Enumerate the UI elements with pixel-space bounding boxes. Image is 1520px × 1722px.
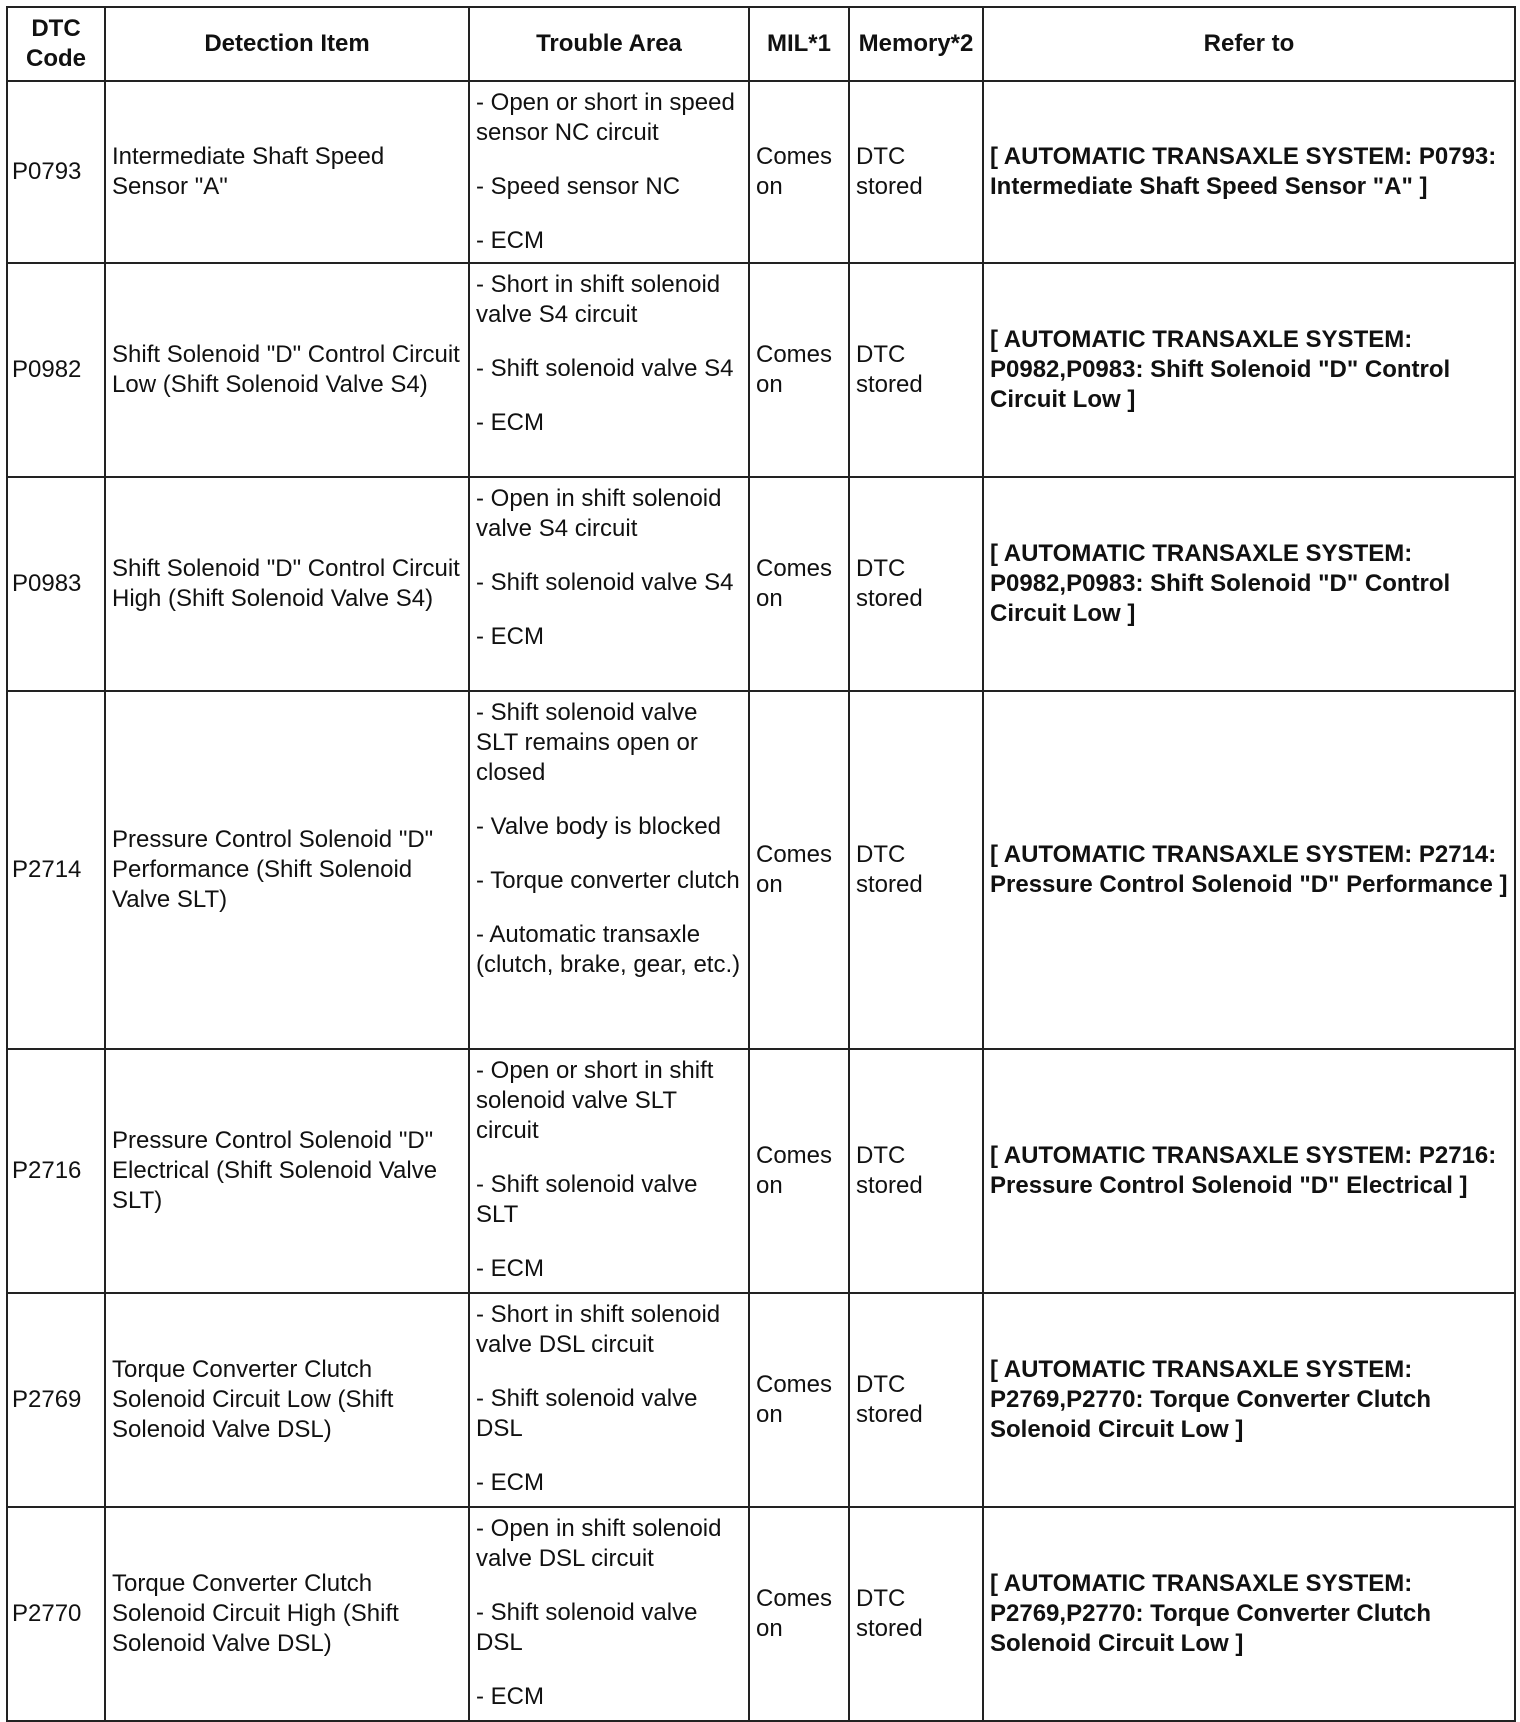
mil-cell: Comes on — [749, 263, 849, 477]
detection-item-cell: Pressure Control Solenoid "D" Performance (Shift Solenoid Valve SLT) — [105, 691, 469, 1049]
memory-cell: DTC stored — [849, 263, 983, 477]
memory-cell: DTC stored — [849, 1049, 983, 1293]
memory-cell: DTC stored — [849, 691, 983, 1049]
trouble-item: - Shift solenoid valve DSL — [476, 1599, 698, 1656]
trouble-area-cell — [469, 1293, 749, 1507]
dtc-code-cell: P2716 — [7, 1049, 105, 1293]
dtc-code-cell: P2770 — [7, 1507, 105, 1721]
trouble-item: - Torque converter clutch — [476, 867, 740, 894]
trouble-area-cell — [469, 1049, 749, 1293]
header-refer-to: Refer to — [983, 7, 1515, 81]
trouble-item: - Shift solenoid valve DSL — [476, 1385, 698, 1442]
memory-cell: DTC stored — [849, 477, 983, 691]
header-trouble-area: Trouble Area — [469, 7, 749, 81]
mil-cell: Comes on — [749, 691, 849, 1049]
trouble-item: - Shift solenoid valve SLT — [476, 1171, 698, 1228]
memory-cell: DTC stored — [849, 81, 983, 263]
trouble-item: - ECM — [476, 227, 544, 254]
dtc-code-cell: P0983 — [7, 477, 105, 691]
table-row — [7, 263, 1515, 477]
table-row — [7, 81, 1515, 263]
header-detection-item: Detection Item — [105, 7, 469, 81]
header-mil: MIL*1 — [749, 7, 849, 81]
detection-item-cell: Torque Converter Clutch Solenoid Circuit Low (Shift Solenoid Valve DSL) — [105, 1293, 469, 1507]
trouble-item: - ECM — [476, 1255, 544, 1282]
trouble-area-cell — [469, 477, 749, 691]
table-row — [7, 691, 1515, 1049]
detection-item-cell: Torque Converter Clutch Solenoid Circuit High (Shift Solenoid Valve DSL) — [105, 1507, 469, 1721]
memory-cell: DTC stored — [849, 1507, 983, 1721]
refer-to-link[interactable]: [ AUTOMATIC TRANSAXLE SYSTEM: P0982,P0983: Shift Solenoid "D" Control Circuit Low ] — [983, 477, 1515, 691]
table-row — [7, 1049, 1515, 1293]
table-row — [7, 1293, 1515, 1507]
trouble-item: - Speed sensor NC — [476, 173, 681, 200]
trouble-area-cell — [469, 81, 749, 263]
refer-to-link[interactable]: [ AUTOMATIC TRANSAXLE SYSTEM: P2714: Pressure Control Solenoid "D" Performance ] — [983, 691, 1515, 1049]
trouble-item: - Open or short in shift solenoid valve SLT circuit — [476, 1057, 714, 1144]
trouble-item: - ECM — [476, 623, 544, 650]
trouble-item: - Open in shift solenoid valve DSL circuit — [476, 1515, 722, 1572]
header-dtc-code: DTC Code — [7, 7, 105, 81]
memory-cell: DTC stored — [849, 1293, 983, 1507]
trouble-item: - Shift solenoid valve S4 — [476, 569, 734, 596]
trouble-item: - Short in shift solenoid valve DSL circuit — [476, 1301, 721, 1358]
dtc-code-cell: P0793 — [7, 81, 105, 263]
mil-cell: Comes on — [749, 1293, 849, 1507]
mil-cell: Comes on — [749, 1049, 849, 1293]
mil-cell: Comes on — [749, 1507, 849, 1721]
mil-cell: Comes on — [749, 81, 849, 263]
header-row — [7, 7, 1515, 81]
refer-to-link[interactable]: [ AUTOMATIC TRANSAXLE SYSTEM: P0982,P0983: Shift Solenoid "D" Control Circuit Low ] — [983, 263, 1515, 477]
trouble-item: - ECM — [476, 409, 544, 436]
dtc-code-cell: P2769 — [7, 1293, 105, 1507]
table-row — [7, 477, 1515, 691]
trouble-area-cell — [469, 691, 749, 1049]
trouble-item: - Shift solenoid valve SLT remains open or closed — [476, 699, 698, 786]
dtc-code-cell: P0982 — [7, 263, 105, 477]
refer-to-link[interactable]: [ AUTOMATIC TRANSAXLE SYSTEM: P2769,P2770: Torque Converter Clutch Solenoid Circuit Low ] — [983, 1507, 1515, 1721]
mil-cell: Comes on — [749, 477, 849, 691]
refer-to-link[interactable]: [ AUTOMATIC TRANSAXLE SYSTEM: P2716: Pressure Control Solenoid "D" Electrical ] — [983, 1049, 1515, 1293]
trouble-area-cell — [469, 263, 749, 477]
detection-item-cell: Pressure Control Solenoid "D" Electrical (Shift Solenoid Valve SLT) — [105, 1049, 469, 1293]
trouble-area-cell — [469, 1507, 749, 1721]
trouble-item: - ECM — [476, 1469, 544, 1496]
refer-to-link[interactable]: [ AUTOMATIC TRANSAXLE SYSTEM: P0793: Intermediate Shaft Speed Sensor "A" ] — [983, 81, 1515, 263]
refer-to-link[interactable]: [ AUTOMATIC TRANSAXLE SYSTEM: P2769,P2770: Torque Converter Clutch Solenoid Circuit Low ] — [983, 1293, 1515, 1507]
detection-item-cell: Intermediate Shaft Speed Sensor "A" — [105, 81, 469, 263]
trouble-item: - Short in shift solenoid valve S4 circuit — [476, 271, 721, 328]
trouble-item: - Open or short in speed sensor NC circuit — [476, 89, 735, 146]
detection-item-cell: Shift Solenoid "D" Control Circuit High (Shift Solenoid Valve S4) — [105, 477, 469, 691]
header-memory: Memory*2 — [849, 7, 983, 81]
trouble-item: - Valve body is blocked — [476, 813, 722, 840]
detection-item-cell: Shift Solenoid "D" Control Circuit Low (Shift Solenoid Valve S4) — [105, 263, 469, 477]
trouble-item: - ECM — [476, 1683, 544, 1710]
trouble-item: - Open in shift solenoid valve S4 circuit — [476, 485, 722, 542]
trouble-item: - Shift solenoid valve S4 — [476, 355, 734, 382]
dtc-code-cell: P2714 — [7, 691, 105, 1049]
trouble-item: - Automatic transaxle (clutch, brake, gear, etc.) — [476, 921, 741, 978]
table-row — [7, 1507, 1515, 1721]
dtc-table — [6, 6, 1516, 1722]
